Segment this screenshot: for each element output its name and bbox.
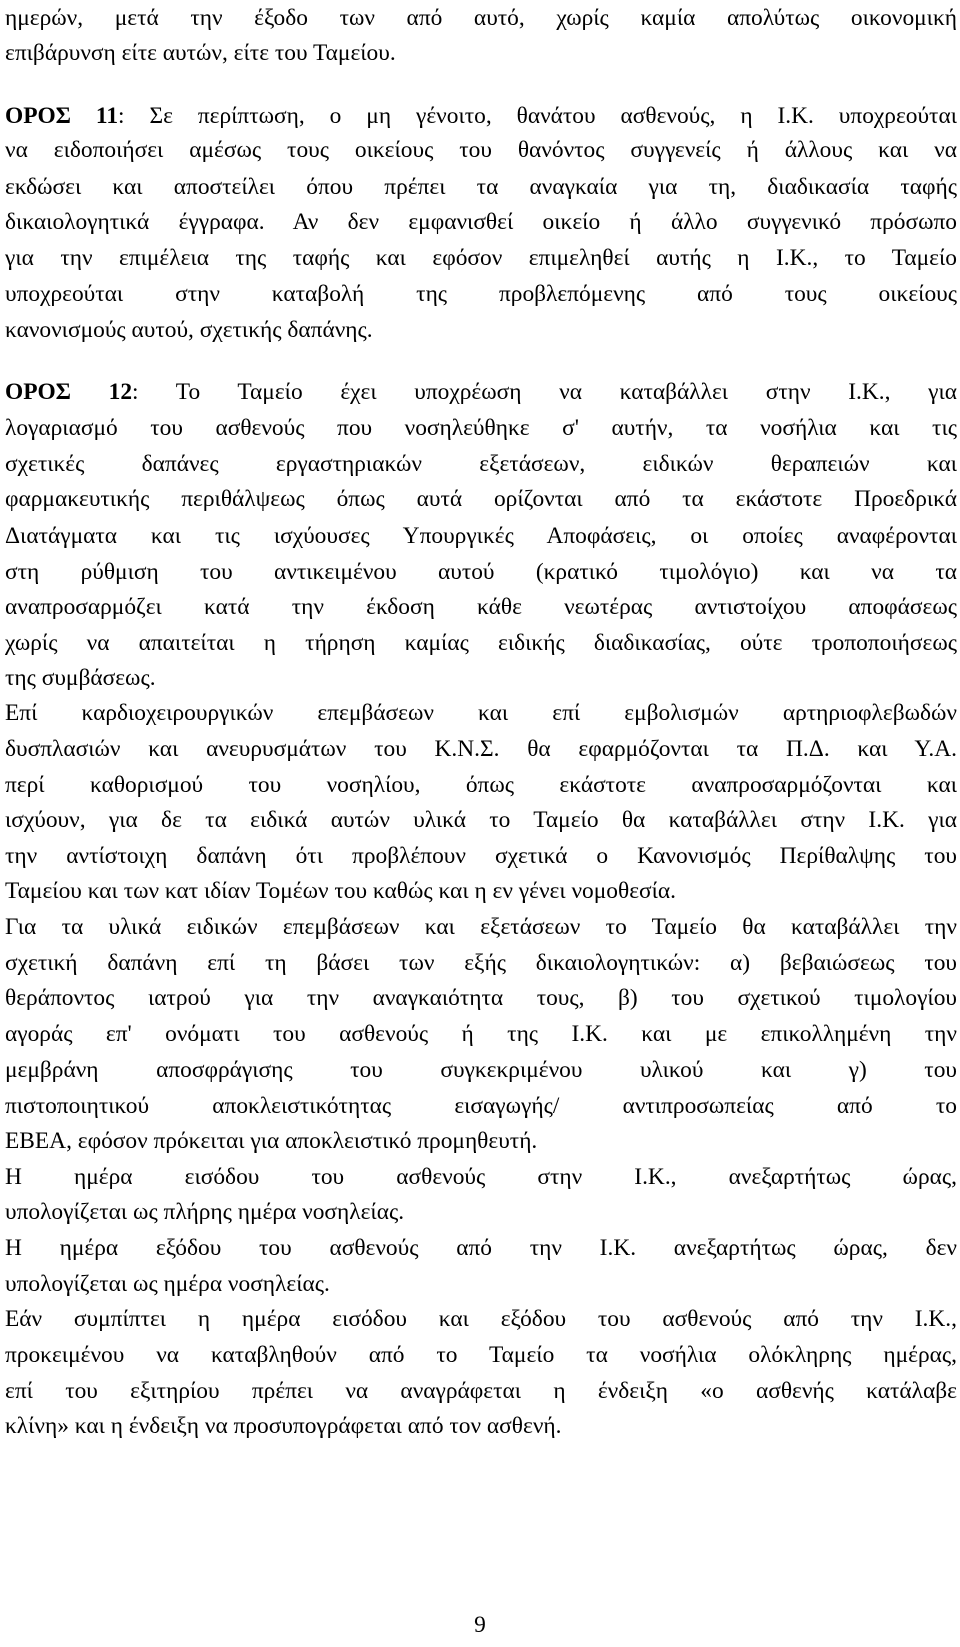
- line-text: αγοράς επ' ονόματι του ασθενούς ή της Ι.Κ. και με επικολλημένη την: [5, 1021, 957, 1047]
- text-line: [5, 1373, 957, 1409]
- line-text: πιστοποιητικού αποκλειστικότητας εισαγωγής/ αντιπροσωπείας από το: [5, 1093, 957, 1119]
- text-line: [5, 312, 373, 348]
- line-text: προκειμένου να καταβληθούν από το Ταμείο τα νοσήλια ολόκληρης ημέρας,: [5, 1342, 957, 1368]
- text-line: [5, 909, 957, 945]
- text-line: [5, 98, 957, 134]
- text-line: [5, 1123, 537, 1159]
- line-text: σχετική δαπάνη επί τη βάσει των εξής δικαιολογητικών: α) βεβαιώσεως του: [5, 950, 957, 976]
- line-text: αναπροσαρμόζει κατά την έκδοση κάθε νεωτέρας αντιστοίχου αποφάσεως: [5, 594, 957, 620]
- line-text: θεράποντος ιατρού για την αναγκαιότητα τους, β) του σχετικού τιμολογίου: [5, 985, 957, 1011]
- text-line: [5, 980, 957, 1016]
- line-text: χωρίς να απαιτείται η τήρηση καμίας ειδικής διαδικασίας, ούτε τροποποιήσεως: [5, 630, 957, 656]
- line-text: Διατάγματα και τις ισχύουσες Υπουργικές Αποφάσεις, οι οποίες αναφέρονται: [5, 523, 957, 549]
- text-line: [5, 873, 676, 909]
- line-text: δικαιολογητικά έγγραφα. Αν δεν εμφανισθεί οικείο ή άλλο συγγενικό πρόσωπο: [5, 209, 957, 235]
- line-text: επιβάρυνση είτε αυτών, είτε του Ταμείου.: [5, 40, 396, 66]
- line-text: λογαριασμό του ασθενούς που νοσηλεύθηκε σ' αυτήν, τα νοσήλια και τις: [5, 415, 957, 441]
- line-text: της συμβάσεως.: [5, 665, 156, 691]
- text-line: [5, 35, 396, 71]
- text-line: [5, 695, 957, 731]
- text-line: [5, 481, 957, 517]
- line-text: Για τα υλικά ειδικών επεμβάσεων και εξετάσεων το Ταμείο θα καταβάλλει την: [5, 914, 957, 940]
- line-text: υποχρεούται στην καταβολή της προβλεπόμενης από τους οικείους: [5, 281, 957, 307]
- text-line: [5, 1408, 561, 1444]
- text-line: [5, 410, 957, 446]
- text-line: [5, 589, 957, 625]
- text-line: [5, 945, 957, 981]
- text-line: [5, 1088, 957, 1124]
- term-heading: ΟΡΟΣ 11: [5, 103, 119, 129]
- line-text: Η ημέρα εισόδου του ασθενούς στην Ι.Κ., ανεξαρτήτως ώρας,: [5, 1164, 957, 1190]
- text-line: [5, 802, 957, 838]
- text-line: [5, 1301, 957, 1337]
- text-line: [5, 204, 957, 240]
- text-line: [5, 767, 957, 803]
- line-text: επί του εξιτηρίου πρέπει να αναγράφεται η ένδειξη «ο ασθενής κατάλαβε: [5, 1378, 957, 1404]
- line-text: ισχύουν, για δε τα ειδικά αυτών υλικά το Ταμείο θα καταβάλλει στην Ι.Κ. για: [5, 807, 957, 833]
- text-line: [5, 1159, 957, 1195]
- line-text: Η ημέρα εξόδου του ασθενούς από την Ι.Κ. ανεξαρτήτως ώρας, δεν: [5, 1235, 957, 1261]
- line-text: για την επιμέλεια της ταφής και εφόσον επιμεληθεί αυτής η Ι.Κ., το Ταμείο: [5, 245, 957, 271]
- text-line: [5, 625, 957, 661]
- line-text: υπολογίζεται ως πλήρης ημέρα νοσηλείας.: [5, 1199, 405, 1225]
- text-line: [5, 1016, 957, 1052]
- line-text: : Σε περίπτωση, ο μη γένοιτο, θανάτου ασθενούς, η Ι.Κ. υποχρεούται: [118, 103, 957, 129]
- line-text: Εάν συμπίπτει η ημέρα εισόδου και εξόδου του ασθενούς από την Ι.Κ.,: [5, 1306, 957, 1332]
- line-text: ΕΒΕΑ, εφόσον πρόκειται για αποκλειστικό προμηθευτή.: [5, 1128, 538, 1154]
- line-text: : Το Ταμείο έχει υποχρέωση να καταβάλλει στην Ι.Κ., για: [132, 379, 957, 405]
- page-number: 9: [474, 1612, 486, 1638]
- text-line: [5, 1052, 957, 1088]
- line-text: φαρμακευτικής περιθάλψεως όπως αυτά ορίζονται από τα εκάστοτε Προεδρικά: [5, 486, 957, 512]
- text-line: [5, 554, 957, 590]
- text-line: [5, 0, 957, 36]
- text-line: [5, 169, 957, 205]
- line-text: Επί καρδιοχειρουργικών επεμβάσεων και επί εμβολισμών αρτηριοφλεβωδών: [5, 700, 957, 726]
- text-line: [5, 1266, 330, 1302]
- line-text: υπολογίζεται ως ημέρα νοσηλείας.: [5, 1271, 330, 1297]
- text-line: [5, 446, 957, 482]
- text-line: [5, 518, 957, 554]
- line-text: κλίνη» και η ένδειξη να προσυπογράφεται από τον ασθενή.: [5, 1413, 562, 1439]
- line-text: να ειδοποιήσει αμέσως τους οικείους του θανόντος συγγενείς ή άλλους και να: [5, 137, 957, 163]
- term-heading: ΟΡΟΣ 12: [5, 379, 133, 405]
- line-text: στη ρύθμιση του αντικειμένου αυτού (κρατικό τιμολόγιο) και να τα: [5, 559, 957, 585]
- text-line: [5, 276, 957, 312]
- line-text: ημερών, μετά την έξοδο των από αυτό, χωρίς καμία απολύτως οικονομική: [5, 5, 957, 31]
- text-line: [5, 240, 957, 276]
- text-line: [5, 132, 957, 168]
- line-text: κανονισμούς αυτού, σχετικής δαπάνης.: [5, 317, 373, 343]
- text-line: [5, 374, 957, 410]
- line-text: εκδώσει και αποστείλει όπου πρέπει τα αναγκαία για τη, διαδικασία ταφής: [5, 174, 957, 200]
- line-text: σχετικές δαπάνες εργαστηριακών εξετάσεων, ειδικών θεραπειών και: [5, 451, 957, 477]
- text-line: [5, 660, 156, 696]
- text-line: [5, 838, 957, 874]
- text-line: [5, 1337, 957, 1373]
- line-text: περί καθορισμού του νοσηλίου, όπως εκάστοτε αναπροσαρμόζονται και: [5, 772, 957, 798]
- text-line: [5, 731, 957, 767]
- line-text: την αντίστοιχη δαπάνη ότι προβλέπουν σχετικά ο Κανονισμός Περίθαλψης του: [5, 843, 957, 869]
- line-text: Ταμείου και των κατ ιδίαν Τομέων του καθώς και η εν γένει νομοθεσία.: [5, 878, 677, 904]
- text-line: [5, 1194, 404, 1230]
- line-text: μεμβράνη αποσφράγισης του συγκεκριμένου υλικού και γ) του: [5, 1057, 957, 1083]
- text-line: [5, 1230, 957, 1266]
- line-text: δυσπλασιών και ανευρυσμάτων του Κ.Ν.Σ. θα εφαρμόζονται τα Π.Δ. και Υ.Α.: [5, 736, 957, 762]
